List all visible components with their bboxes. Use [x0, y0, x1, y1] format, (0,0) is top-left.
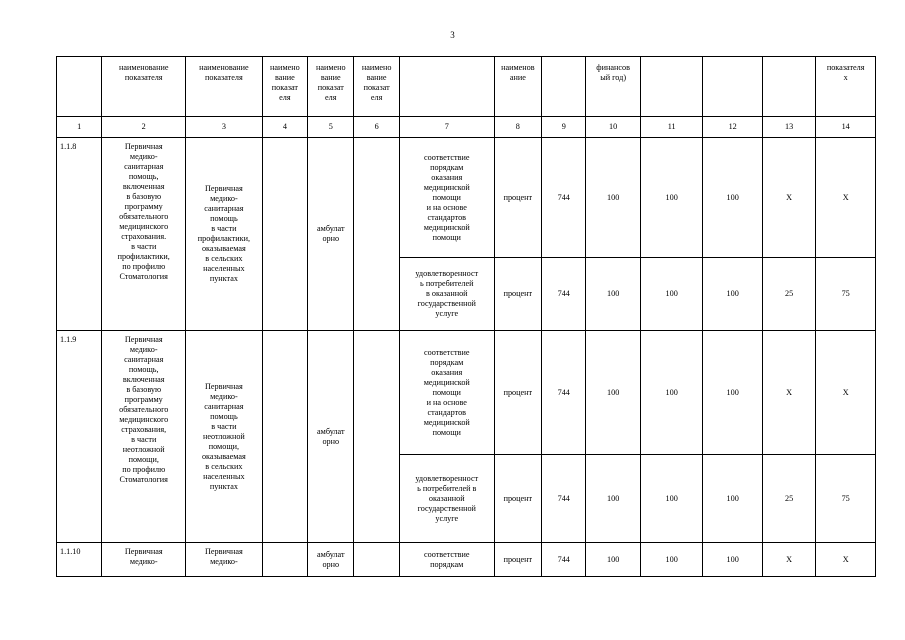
value-col-10: 100 — [586, 138, 640, 258]
column-number: 11 — [640, 117, 703, 138]
service-type: Первичная медико- санитарная помощь в части профилактики, оказываемая в сельских населенных пунктах — [186, 138, 263, 331]
provision-form: амбулат орно — [308, 543, 354, 577]
table-row — [57, 331, 876, 455]
value-col-14: X — [816, 543, 876, 577]
value-col-10: 100 — [586, 331, 640, 455]
metric-name: удовлетворенност ь потребителей в оказанной государственной услуге — [399, 455, 494, 543]
header-cell: показателя х — [816, 57, 876, 117]
table-row — [57, 543, 876, 577]
column-number: 13 — [762, 117, 815, 138]
value-col-11: 100 — [640, 138, 703, 258]
metric-unit: процент — [494, 455, 541, 543]
value-col-10: 100 — [586, 258, 640, 331]
column-number: 14 — [816, 117, 876, 138]
metric-name: соответствие порядкам — [399, 543, 494, 577]
table-row — [57, 138, 876, 258]
page-number: 3 — [450, 30, 455, 40]
value-col-14: X — [816, 138, 876, 258]
column-number: 4 — [262, 117, 307, 138]
value-col-11: 100 — [640, 258, 703, 331]
metric-name: удовлетворенност ь потребителей в оказанной государственной услуге — [399, 258, 494, 331]
header-cell — [762, 57, 815, 117]
value-col-13: 25 — [762, 455, 815, 543]
provision-form: амбулат орно — [308, 331, 354, 543]
header-cell: наименов ание — [494, 57, 541, 117]
header-cell: наименование показателя — [102, 57, 186, 117]
column-number: 10 — [586, 117, 640, 138]
header-cell — [640, 57, 703, 117]
column-4-value — [262, 331, 307, 543]
metric-name: соответствие порядкам оказания медицинской помощи и на основе стандартов медицинской помощи — [399, 138, 494, 258]
indicators-table — [56, 56, 876, 577]
okei-code: 744 — [542, 455, 586, 543]
metric-unit: процент — [494, 331, 541, 455]
column-4-value — [262, 138, 307, 331]
value-col-13: X — [762, 543, 815, 577]
header-cell — [542, 57, 586, 117]
column-number: 12 — [703, 117, 763, 138]
value-col-14: X — [816, 331, 876, 455]
column-number: 6 — [354, 117, 399, 138]
header-cell — [57, 57, 102, 117]
value-col-12: 100 — [703, 455, 763, 543]
metric-unit: процент — [494, 258, 541, 331]
column-number: 9 — [542, 117, 586, 138]
metric-unit: процент — [494, 138, 541, 258]
value-col-13: X — [762, 138, 815, 258]
value-col-13: 25 — [762, 258, 815, 331]
value-col-12: 100 — [703, 543, 763, 577]
service-name: Первичная медико- — [102, 543, 186, 577]
value-col-14: 75 — [816, 455, 876, 543]
value-col-12: 100 — [703, 258, 763, 331]
row-code: 1.1.10 — [57, 543, 102, 577]
value-col-11: 100 — [640, 455, 703, 543]
okei-code: 744 — [542, 258, 586, 331]
metric-name: соответствие порядкам оказания медицинской помощи и на основе стандартов медицинской помощи — [399, 331, 494, 455]
column-number: 3 — [186, 117, 263, 138]
column-4-value — [262, 543, 307, 577]
okei-code: 744 — [542, 138, 586, 258]
okei-code: 744 — [542, 543, 586, 577]
service-type: Первичная медико- — [186, 543, 263, 577]
value-col-12: 100 — [703, 138, 763, 258]
value-col-11: 100 — [640, 543, 703, 577]
header-cell — [703, 57, 763, 117]
column-number: 7 — [399, 117, 494, 138]
value-col-13: X — [762, 331, 815, 455]
service-name: Первичная медико- санитарная помощь, включенная в базовую программу обязательного медицинского страхования. в части профилактики, по профилю Стоматология — [102, 138, 186, 331]
header-row — [57, 57, 876, 117]
okei-code: 744 — [542, 331, 586, 455]
header-cell: наимено вание показат еля — [308, 57, 354, 117]
header-cell: финансов ый год) — [586, 57, 640, 117]
service-name: Первичная медико- санитарная помощь, включенная в базовую программу обязательного медицинского страхования, в части неотложной помощи, по профилю Стоматология — [102, 331, 186, 543]
service-type: Первичная медико- санитарная помощь в части неотложной помощи, оказываемая в сельских населенных пунктах — [186, 331, 263, 543]
column-6-value — [354, 331, 399, 543]
column-6-value — [354, 138, 399, 331]
column-number: 8 — [494, 117, 541, 138]
column-number: 1 — [57, 117, 102, 138]
row-code: 1.1.9 — [57, 331, 102, 543]
header-cell: наимено вание показат еля — [262, 57, 307, 117]
header-cell: наимено вание показат еля — [354, 57, 399, 117]
value-col-12: 100 — [703, 331, 763, 455]
value-col-10: 100 — [586, 455, 640, 543]
table-viewport — [56, 56, 876, 584]
row-code: 1.1.8 — [57, 138, 102, 331]
header-cell — [399, 57, 494, 117]
value-col-10: 100 — [586, 543, 640, 577]
column-number-row — [57, 117, 876, 138]
value-col-11: 100 — [640, 331, 703, 455]
column-6-value — [354, 543, 399, 577]
metric-unit: процент — [494, 543, 541, 577]
provision-form: амбулат орно — [308, 138, 354, 331]
header-cell: наименование показателя — [186, 57, 263, 117]
value-col-14: 75 — [816, 258, 876, 331]
column-number: 5 — [308, 117, 354, 138]
column-number: 2 — [102, 117, 186, 138]
